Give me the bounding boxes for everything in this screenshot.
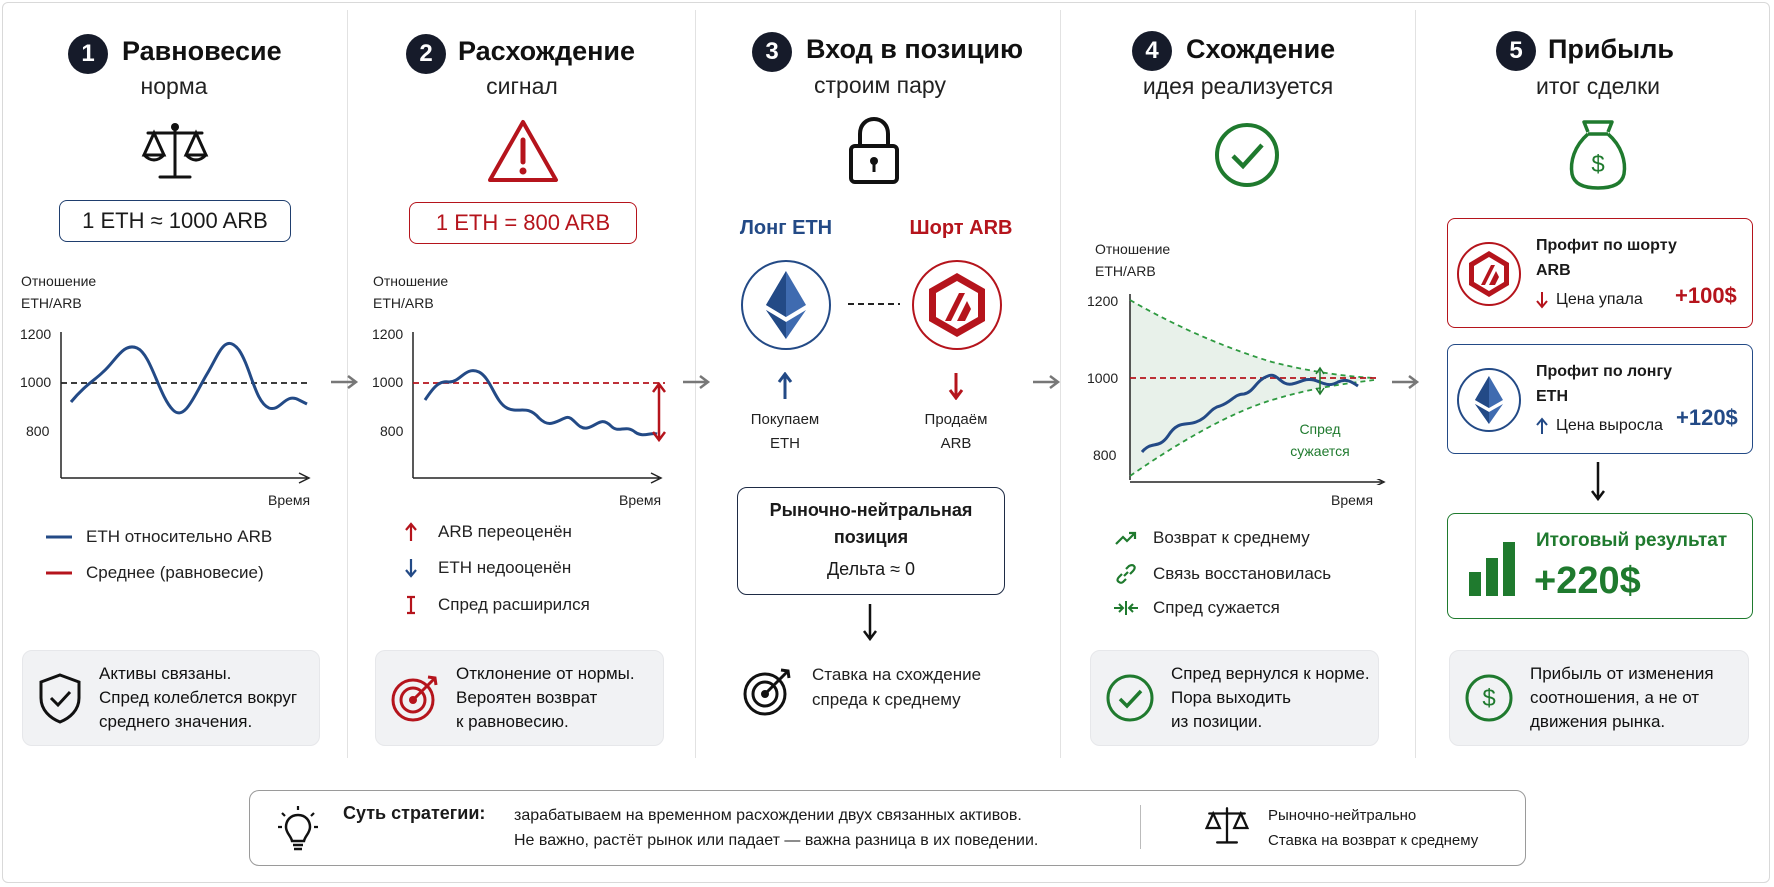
arrow-up-icon [1536,417,1548,435]
total-amount: +220$ [1534,560,1641,602]
arrow-right-icon [1390,375,1420,389]
buy-eth-label: Покупаем ETH [750,411,820,452]
long-profit-card [1447,344,1753,454]
step-title: Вход в позицию [806,34,1024,64]
legend-item: Спред сужается [1113,598,1280,618]
ratio-series-line [425,371,657,435]
divergence-chart [407,330,673,490]
step-subtitle: сигнал [486,73,558,99]
step-number: 4 [1132,31,1172,71]
step-title: Равновесие [122,36,282,66]
step-number: 2 [406,34,446,74]
step-subtitle: идея реализуется [1142,73,1334,99]
scales-icon [1204,805,1250,847]
legend-item: Спред расширился [398,595,590,615]
step-title: Расхождение [458,36,636,66]
arrow-right-icon [1031,375,1061,389]
check-circle-icon [1105,673,1155,723]
arrow-right-icon [329,375,359,389]
tick-label: 1200 [20,326,52,342]
ratio-series-line [71,343,307,413]
legend-item: ETH недооценён [398,558,571,578]
warning-icon [486,118,560,184]
y-axis-label: Отношение ETH/ARB [21,273,97,311]
step-subtitle: итог сделки [1536,73,1660,99]
arrow-up-icon [398,522,424,542]
blue-line-swatch [46,535,72,539]
money-bag-icon [1566,118,1630,190]
card-title: Профит по шорту ARB [1536,237,1677,279]
check-circle-icon [1214,122,1280,188]
arbitrum-logo-icon [911,259,1003,351]
strategy-heading: Суть стратегии: [343,803,486,823]
bet-text: Ставка на схождение спреда к среднему [812,665,982,709]
tick-label: 1200 [372,326,404,342]
compress-icon [1113,600,1139,616]
market-neutral-box: Рыночно-нейтральная позиция Дельта ≈ 0 [737,487,1005,595]
scales-icon [140,121,210,183]
y-axis-label: Отношение ETH/ARB [1095,241,1171,279]
total-result-card [1447,513,1753,619]
note-card: Отклонение от нормы. Вероятен возврат к равновесию. [375,650,664,746]
step-subtitle: норма [140,73,208,99]
legend-item: ARB переоценён [398,522,572,542]
arrow-up-icon [777,372,793,400]
legend-item: Возврат к среднему [1113,528,1310,548]
arrow-right-icon [681,375,711,389]
ratio-box: 1 ETH = 800 ARB [409,202,637,244]
connection-dash-line [848,301,900,307]
short-profit-card [1447,218,1753,328]
legend-item: ETH относительно ARB [46,527,272,547]
step-number: 5 [1496,31,1536,71]
equilibrium-chart [55,330,315,490]
spread-arrow-icon [653,384,665,440]
tick-label: 800 [1093,447,1117,463]
arrow-down-icon [1536,291,1548,309]
step-number: 3 [752,32,792,72]
tick-label: 1000 [372,374,404,390]
note-card: Активы связаны. Спред колеблется вокруг среднего значения. [22,650,320,746]
card-amount: +120$ [1676,405,1738,430]
arrow-down-icon [1590,461,1606,501]
step-title: Прибыль [1548,34,1674,64]
ethereum-logo-icon [740,259,832,351]
x-axis-label: Время [619,492,662,508]
lightbulb-icon [278,805,318,853]
arrow-down-icon [948,372,964,400]
tick-label: 800 [380,423,404,439]
legend-item: Среднее (равновесие) [46,563,264,583]
arrow-down-icon [398,558,424,578]
note-card: Спред вернулся к норме. Пора выходить из позиции. [1090,650,1379,746]
x-axis [1130,479,1392,485]
svg-text:$: $ [1482,685,1496,712]
arrow-down-icon [862,603,878,641]
step-title: Схождение [1186,34,1336,64]
tick-label: 1200 [1087,293,1119,309]
shield-check-icon [37,672,83,724]
long-label: Лонг ETH [739,217,833,239]
short-label: Шорт ARB [909,217,1013,239]
tick-label: 1000 [20,374,52,390]
card-title: Профит по лонгу ETH [1536,363,1672,405]
card-reason: Цена выросла [1536,417,1663,435]
spread-annotation: Спред сужается [1290,421,1350,459]
x-axis-label: Время [268,492,311,508]
arbitrum-logo-icon [1456,241,1522,307]
trend-up-icon [1113,530,1139,546]
card-amount: +100$ [1675,283,1737,308]
target-icon [390,673,440,723]
step-subtitle: строим пару [814,72,946,98]
tick-label: 1000 [1087,370,1119,386]
step-number: 1 [68,34,108,74]
svg-text:$: $ [1591,151,1605,178]
card-reason: Цена упала [1536,291,1643,309]
target-icon [741,666,793,718]
strategy-text: зарабатываем на временном расхождении двух связанных активов. Не важно, растёт рынок или падает — важна разница в их поведении. [514,807,1039,849]
y-axis-label: Отношение ETH/ARB [373,273,449,311]
note-card: $ Прибыль от изменения соотношения, а не от движения рынка. [1449,650,1749,746]
lock-icon [846,116,902,186]
strategy-summary-bar [249,790,1526,866]
bar-chart-icon [1468,540,1518,596]
link-icon [1113,563,1139,585]
bar-divider [1140,805,1141,849]
dollar-circle-icon [1464,673,1514,723]
spread-bar-icon [398,595,424,615]
x-axis-label: Время [1331,492,1374,508]
red-line-swatch [46,571,72,575]
legend-item: Связь восстановилась [1113,563,1331,585]
ethereum-logo-icon [1456,367,1522,433]
sell-arb-label: Продаём ARB [924,411,988,452]
tick-label: 800 [26,423,50,439]
neutral-summary: Рыночно-нейтрально Ставка на возврат к среднему [1268,807,1479,849]
total-label: Итоговый результат [1536,530,1728,551]
ratio-box: 1 ETH ≈ 1000 ARB [59,200,291,242]
